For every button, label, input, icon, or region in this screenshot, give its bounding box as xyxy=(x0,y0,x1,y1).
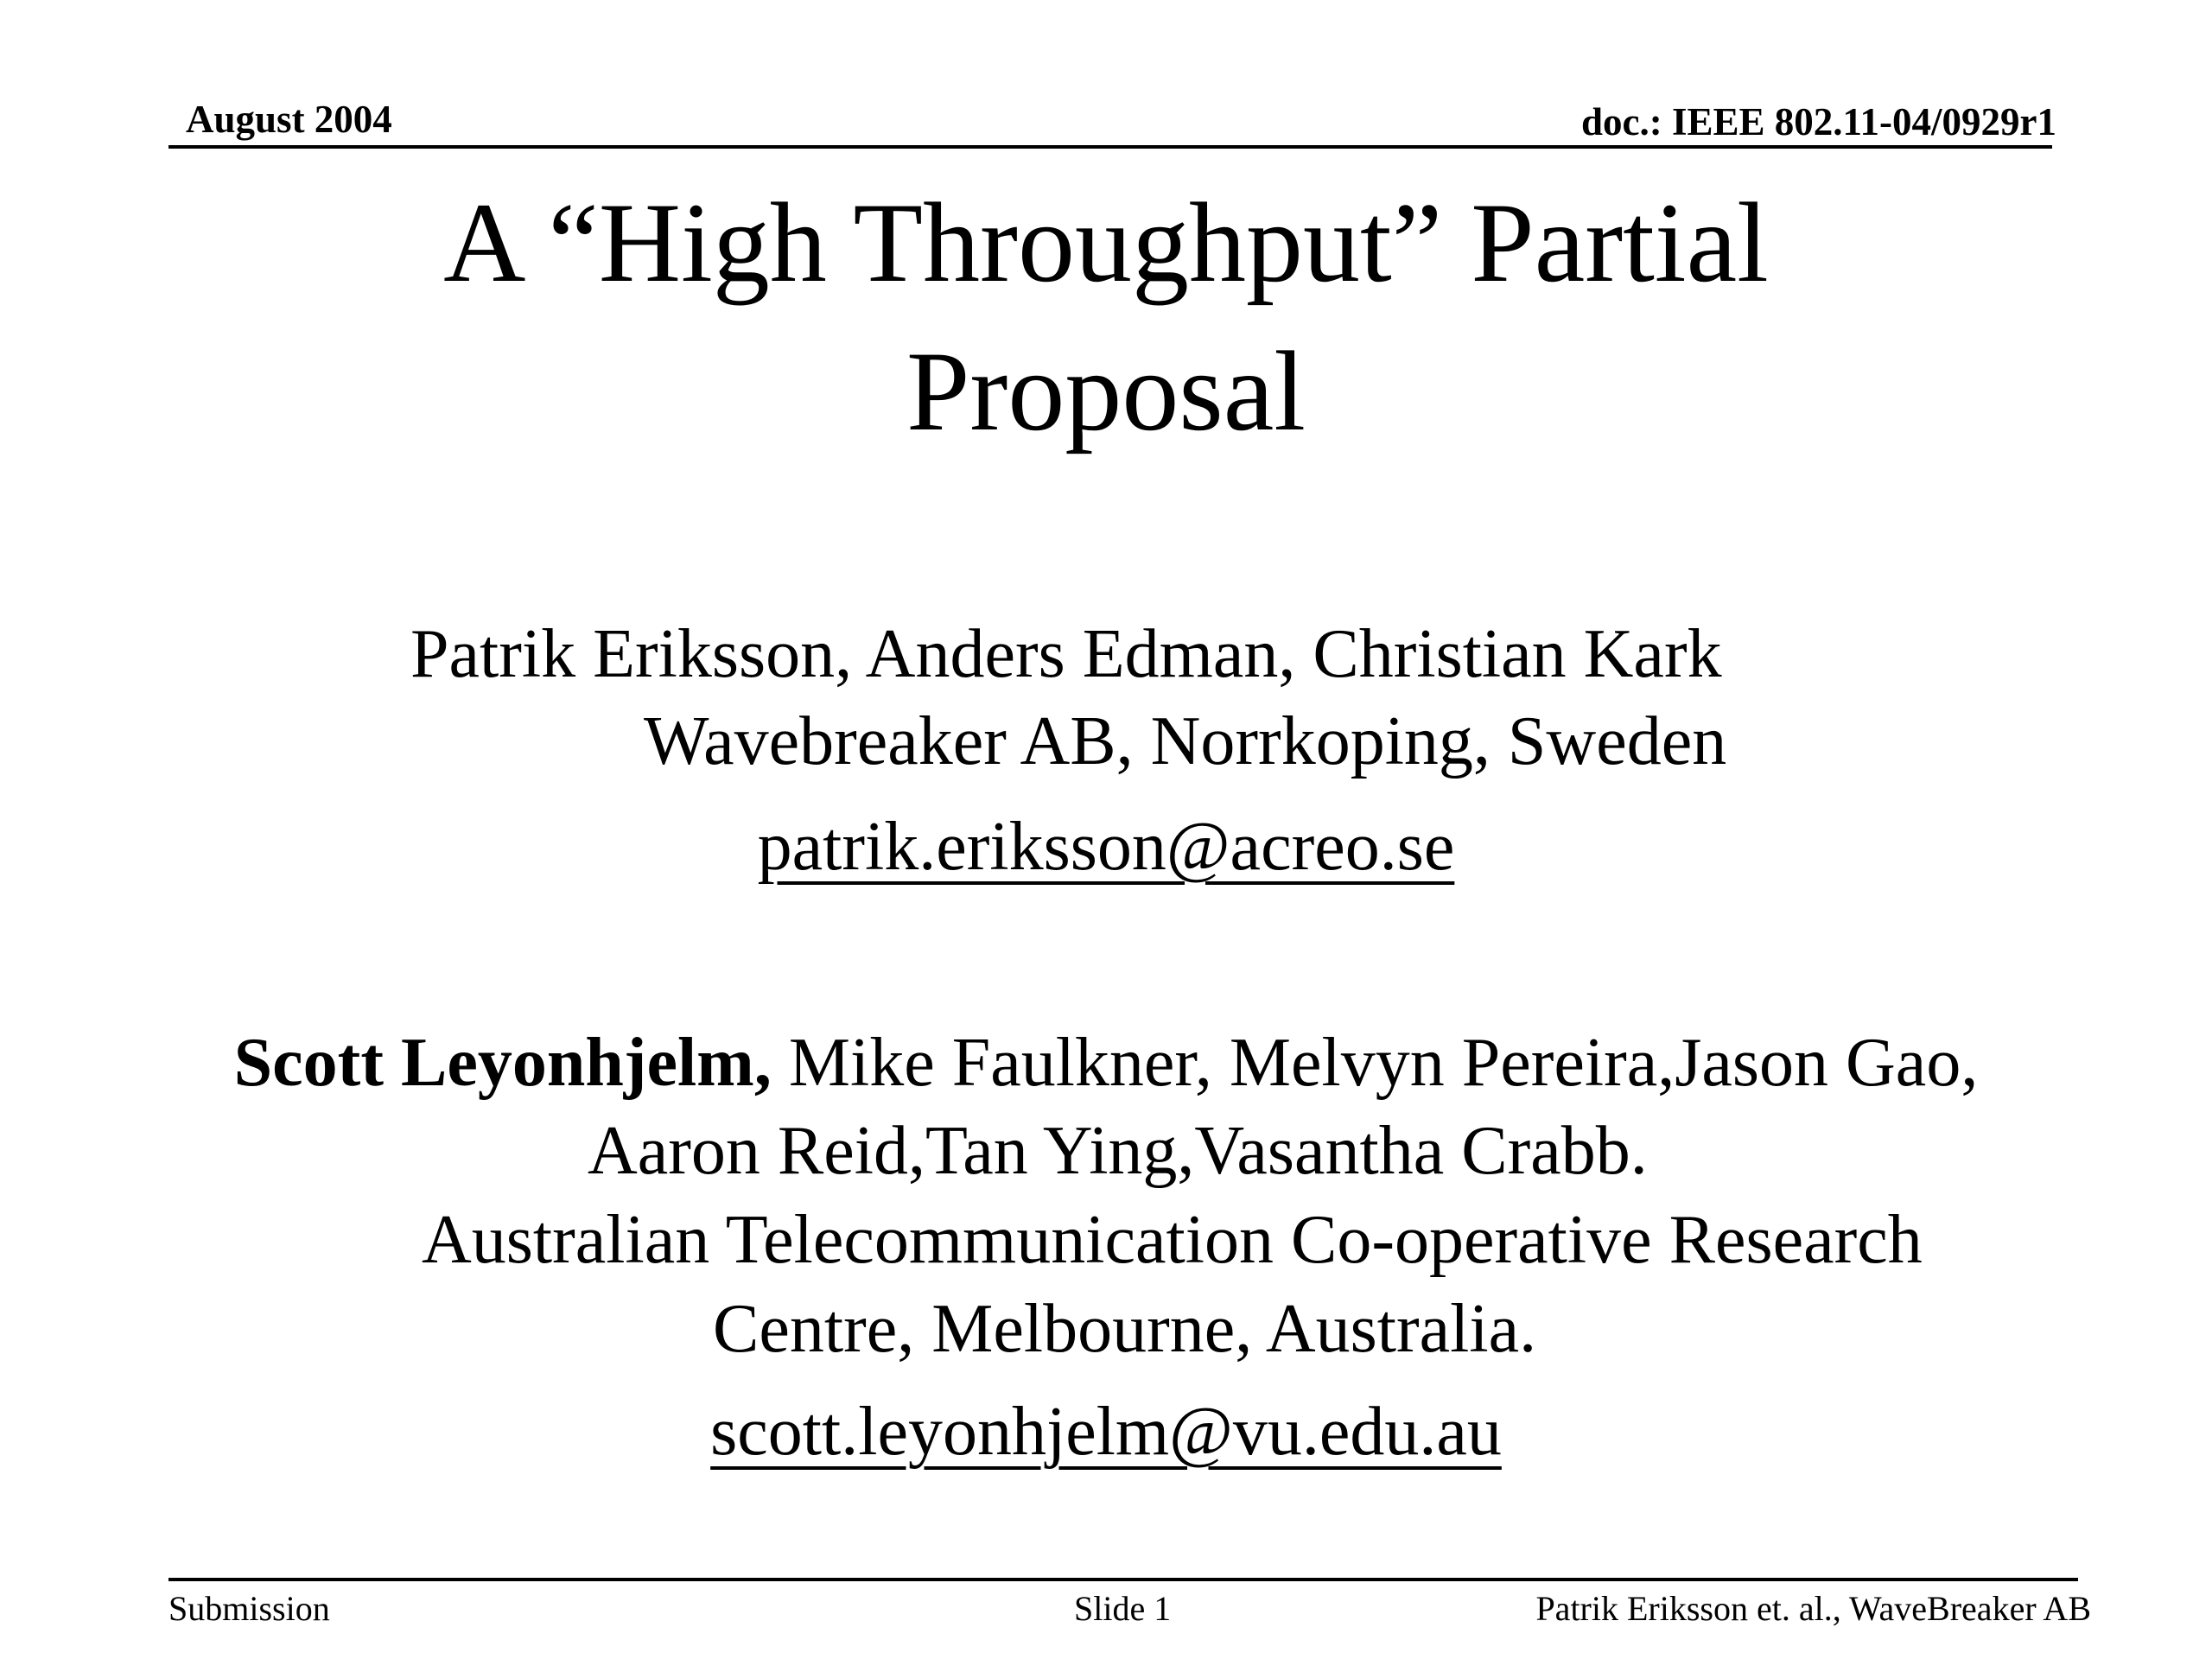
authors-group-2-line-2: Aaron Reid,Tan Ying,Vasantha Crabb. xyxy=(588,1113,1648,1189)
header-date: August 2004 xyxy=(186,98,392,141)
footer-author-credit: Patrik Eriksson et. al., WaveBreaker AB xyxy=(1535,1589,2091,1628)
footer-divider xyxy=(168,1578,2078,1581)
header-doc-id: doc.: IEEE 802.11-04/0929r1 xyxy=(1580,100,2056,143)
slide-title-line-1: A “High Throughput” Partial xyxy=(443,179,1769,306)
authors-group-2-line-1 xyxy=(0,1024,2212,1103)
footer-submission: Submission xyxy=(168,1589,330,1628)
email-text-group-1[interactable]: patrik.eriksson@acreo.se xyxy=(757,809,1455,885)
authors-group-2-rest: Mike Faulkner, Melvyn Pereira,Jason Gao, xyxy=(771,1025,1979,1101)
email-link-group-2[interactable] xyxy=(0,1393,2212,1471)
authors-group-1: Patrik Eriksson, Anders Edman, Christian Kark xyxy=(410,616,1722,692)
slide-title xyxy=(0,168,2212,466)
footer-slide-number: Slide 1 xyxy=(1074,1589,1172,1628)
email-text-group-2[interactable]: scott.leyonhjelm@vu.edu.au xyxy=(710,1394,1502,1470)
header-divider xyxy=(168,145,2052,149)
email-link-group-1[interactable] xyxy=(0,808,2212,887)
affiliation-group-2-line-2: Centre, Melbourne, Australia. xyxy=(713,1291,1537,1367)
slide-title-line-2: Proposal xyxy=(906,327,1306,454)
affiliation-group-1: Wavebreaker AB, Norrkoping, Sweden xyxy=(644,703,1727,779)
affiliation-group-2-line-1: Australian Telecommunication Co-operative Research xyxy=(422,1202,1923,1278)
lead-author: Scott Leyonhjelm, xyxy=(233,1025,772,1101)
